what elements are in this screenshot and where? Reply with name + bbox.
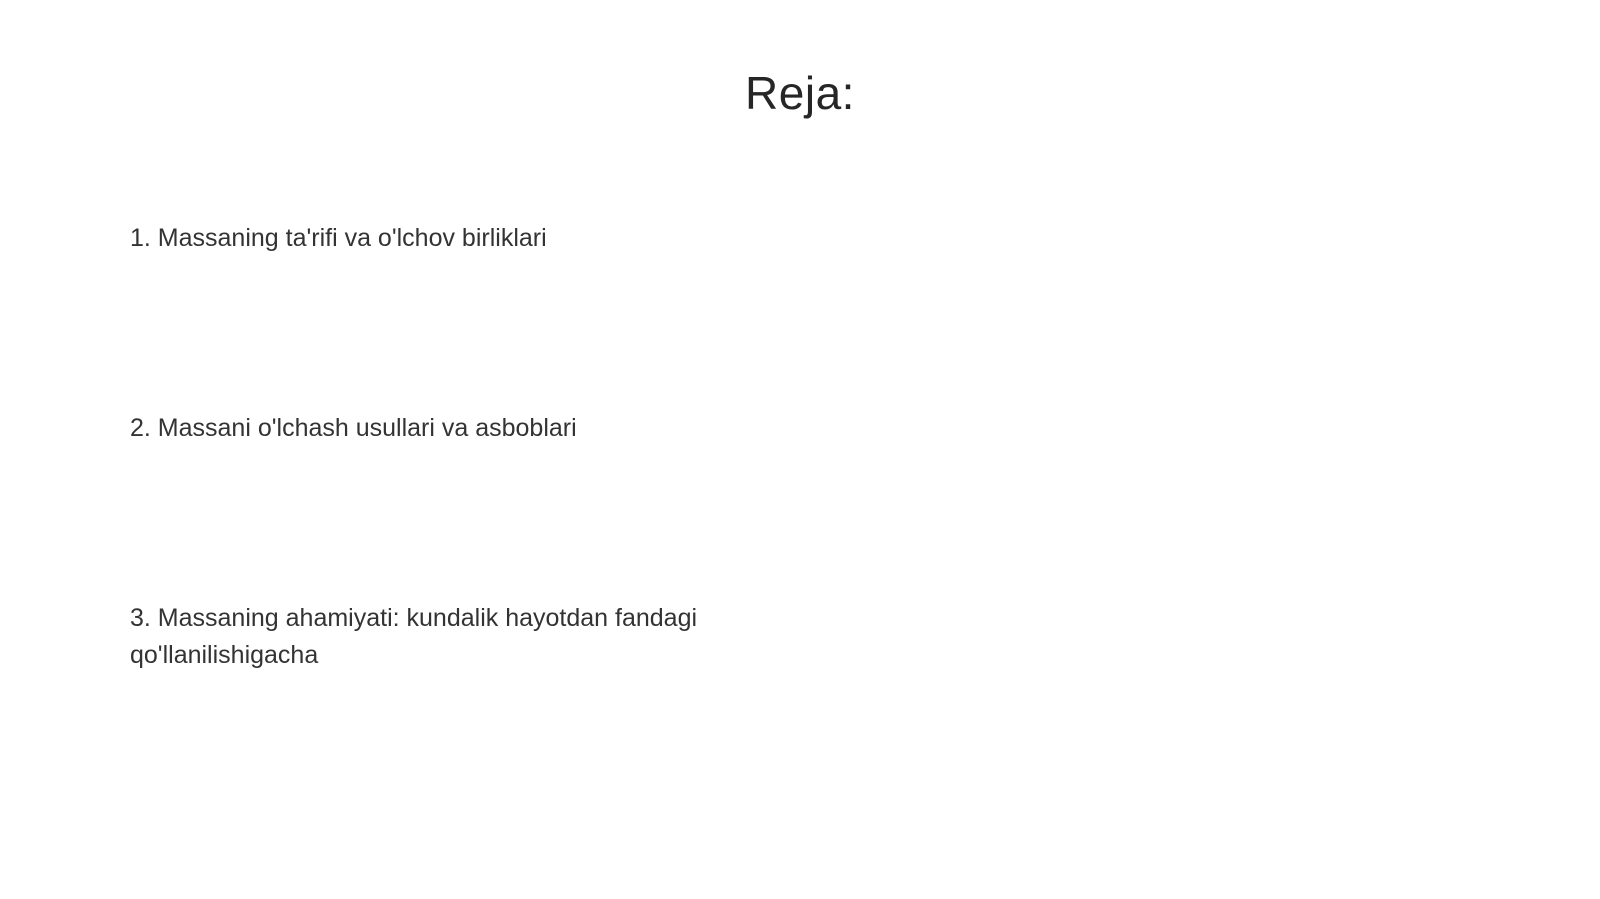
plan-item-3: 3. Massaning ahamiyati: kundalik hayotdan fandagi qo'llanilishigacha bbox=[130, 604, 698, 669]
plan-item-1: 1. Massaning ta'rifi va o'lchov birliklari bbox=[130, 224, 547, 252]
plan-item-2: 2. Massani o'lchash usullari va asboblari bbox=[130, 414, 577, 442]
slide-title: Reja: bbox=[745, 67, 855, 119]
